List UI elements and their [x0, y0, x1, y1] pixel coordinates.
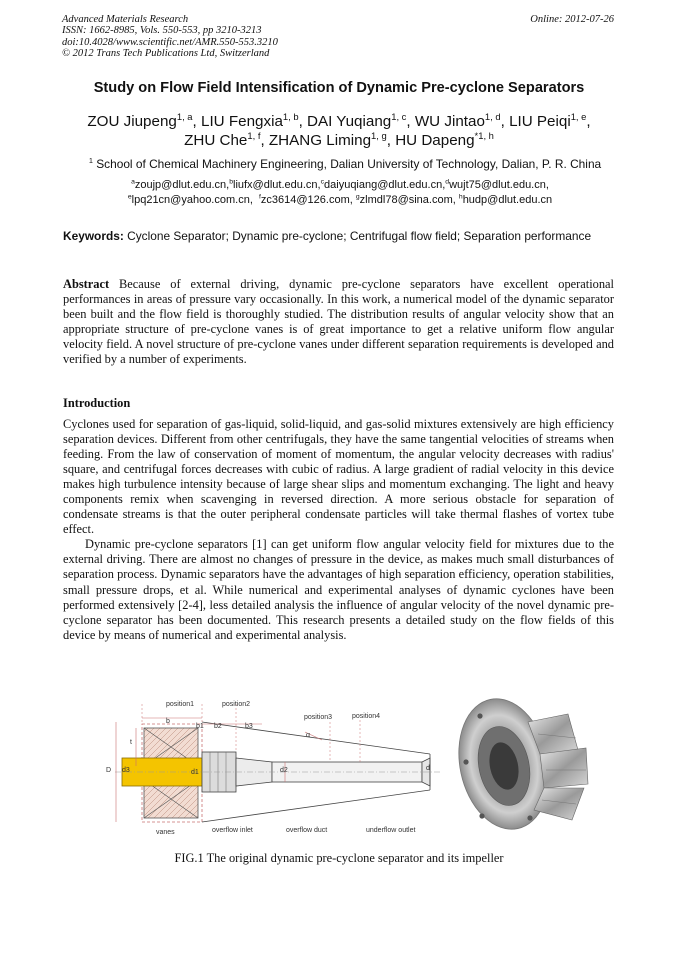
email-link[interactable]: lpq21cn@yahoo.com.cn,: [131, 194, 253, 206]
label-position2: position2: [222, 701, 251, 708]
email-link[interactable]: liufx@dlut.edu.cn,: [233, 179, 321, 191]
online-date: Online: 2012-07-26: [530, 14, 614, 25]
label-position1: position1: [166, 701, 195, 708]
separator-schematic: [115, 704, 440, 822]
email-link[interactable]: hudp@dlut.edu.cn: [462, 194, 553, 206]
author: HU Dapeng$^{*1, h}$: [395, 129, 494, 149]
impeller-photo: [447, 692, 588, 838]
journal-issn: ISSN: 1662-8985, Vols. 550-553, pp 3210-3213: [62, 25, 262, 37]
label-overflow-duct: overflow duct: [286, 827, 328, 834]
author: DAI Yuqiang$^{1, c}$,: [307, 110, 415, 130]
journal-name: Advanced Materials Research: [62, 14, 189, 25]
paragraph: Dynamic pre-cyclone separators [1] can get uniform flow angular velocity field for mixtures due to the external driving. There are almost no changes of pressure in the device, as makes much small disturbances of separation process. Dynamic separators have the advantages of high separation efficiency, operation stabilities, small pressure drops, et al. While numerical and experimental analyses of dynamic cyclones have been performed extensively [2-4], less detailed analysis the influence of angular velocity of the novel dynamic pre-cyclone separator has been documented. This research presents a detailed study on the flow fields of this device by means of numerical and experimental analysis.: [63, 537, 614, 642]
author: LIU Fengxia$^{1, b}$,: [201, 110, 308, 130]
label-d1: d1: [191, 769, 199, 776]
journal-copyright: © 2012 Trans Tech Publications Ltd, Switzerland: [62, 48, 270, 60]
label-position4: position4: [352, 713, 381, 720]
keywords: [63, 229, 614, 244]
label-underflow-outlet: underflow outlet: [366, 827, 416, 834]
author-list: [50, 112, 628, 150]
label-d: d: [426, 765, 430, 772]
label-b3: b3: [245, 723, 253, 730]
keywords-text: Cyclone Separator; Dynamic pre-cyclone; Centrifugal flow field; Separation performance: [127, 229, 592, 243]
author-line-2: [50, 131, 628, 150]
paragraph: Cyclones used for separation of gas-liquid, solid-liquid, and gas-solid mixtures extensively are high efficiency separation devices. Different from other centrifugals, they have the same tangential velocities of streams when feeding. From the law of conservation of moment of momentum, the angular velocity decreases with radius' square, and centrifugal forces decreases with cubic of radius. A large gradient of radial velocity in this device makes high turbulence intensity because of large shear slips and momentum exchanging. The light and heavy components remix when scavenging in reversed direction. A more serious obstacle for separation of condensate streams is that the outer peripheral condensate particles will take thermal flashes of vortex tube effect.: [63, 417, 614, 537]
journal-doi: doi:10.4028/www.scientific.net/AMR.550-553.3210: [62, 36, 278, 48]
email-link[interactable]: zc3614@126.com,: [260, 194, 353, 206]
label-alpha: α: [306, 732, 311, 739]
paper-title: Study on Flow Field Intensification of Dynamic Pre-cyclone Separators: [93, 80, 585, 96]
section-heading-introduction: Introduction: [63, 396, 131, 410]
email-link[interactable]: zoujp@dlut.edu.cn,: [134, 179, 230, 191]
label-D: D: [106, 767, 112, 774]
author: WU Jintao$^{1, d}$,: [414, 110, 510, 130]
label-position3: position3: [304, 714, 333, 721]
email-line-1: $^a$zoujp@dlut.edu.cn,$^b$liufx@dlut.edu.cn,$^c$daiyuqiang@dlut.edu.cn,$^d$wujt75@dlut.edu.cn,: [131, 178, 549, 191]
figure-1: [100, 692, 620, 842]
email-line-2: $^e$lpq21cn@yahoo.com.cn, $^f$zc3614@126.com, $^g$zlmdl78@sina.com, $^h$hudp@dlut.edu.cn: [127, 193, 553, 206]
label-overflow-inlet: overflow inlet: [212, 827, 253, 834]
author: ZOU Jiupeng$^{1, a}$,: [87, 110, 201, 130]
abstract-label: Abstract: [63, 277, 110, 291]
abstract-text: Because of external driving, dynamic pre-cyclone separators have excellent operational performances in areas of pressure vary occasionally. In this work, a numerical model of the dynamic separator been built and the flow field is thoroughly studied. The distribution results of angular velocity show that an appropriate structure of pre-cyclone vanes is of great importance to get a relative uniform flow angular velocity field. A novel structure of pre-cyclone vanes under different separation requirements is developed and verified by a number of experiments.: [63, 277, 614, 367]
label-b1: b1: [196, 723, 204, 730]
label-b: b: [166, 718, 170, 725]
label-vanes: vanes: [156, 829, 175, 836]
abstract: [63, 277, 614, 367]
keywords-label: Keywords:: [63, 229, 124, 243]
author: ZHANG Liming$^{1, g}$,: [268, 129, 396, 149]
introduction-body: [63, 417, 614, 643]
label-t: t: [130, 739, 132, 746]
author: ZHU Che$^{1, f}$,: [184, 129, 269, 149]
email-link[interactable]: daiyuqiang@dlut.edu.cn,: [324, 179, 446, 191]
label-d3: d3: [122, 767, 130, 774]
author: LIU Peiqi$^{1, e}$,: [509, 110, 591, 130]
email-link[interactable]: wujt75@dlut.edu.cn,: [449, 179, 549, 191]
affiliation: $^1$ School of Chemical Machinery Engineering, Dalian University of Technology, Dalian, P. R. China: [88, 156, 602, 171]
label-d2: d2: [280, 767, 288, 774]
separator-figure: [100, 692, 620, 842]
label-b2: b2: [214, 723, 222, 730]
author-emails: [60, 178, 620, 208]
figure-caption: FIG.1 The original dynamic pre-cyclone separator and its impeller: [174, 851, 504, 865]
email-link[interactable]: zlmdl78@sina.com,: [359, 194, 456, 206]
author-line-1: [50, 112, 628, 131]
journal-header: [62, 14, 462, 60]
